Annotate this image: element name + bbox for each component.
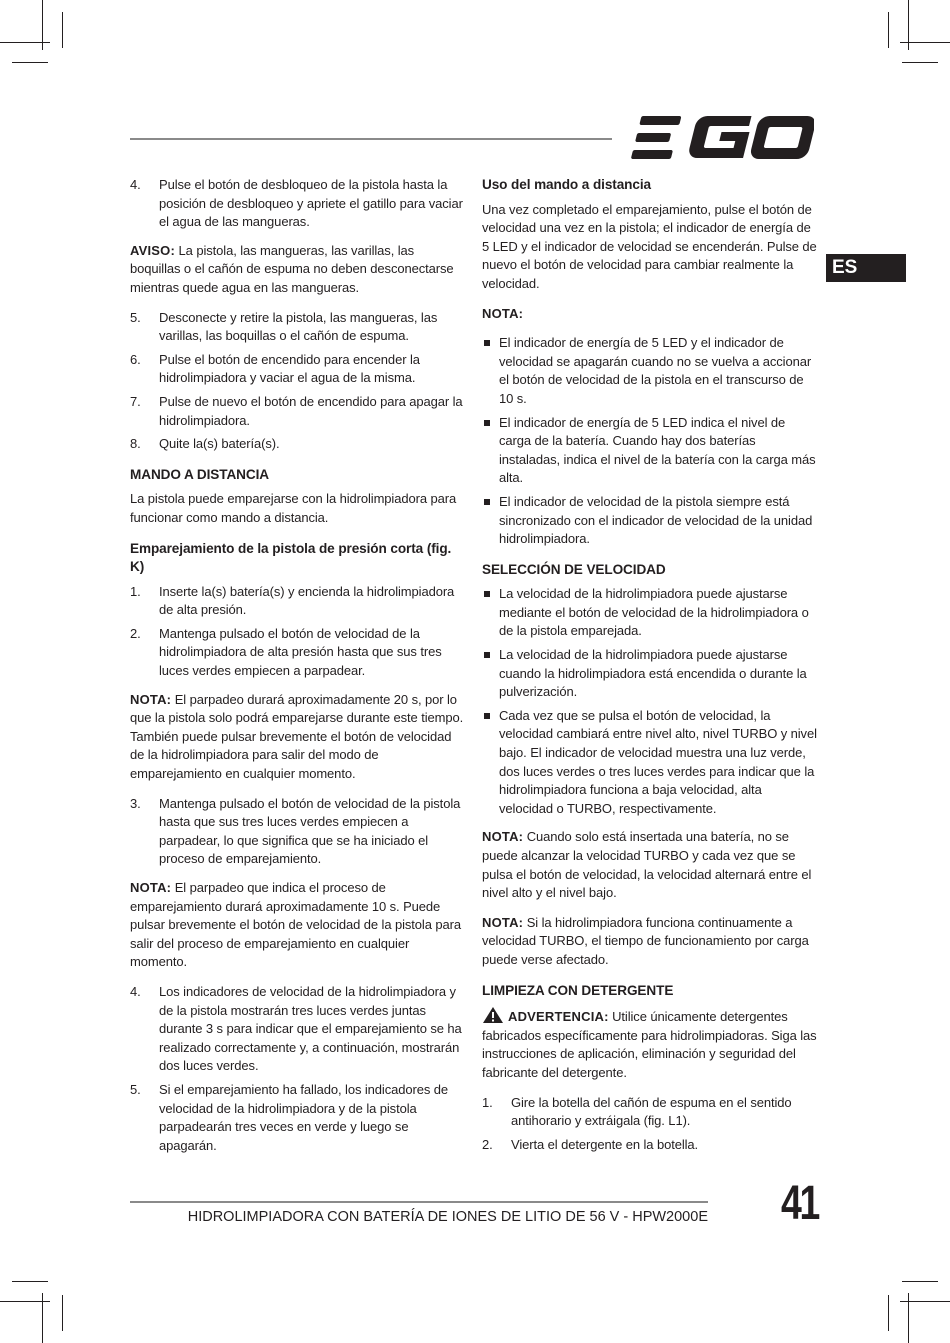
list-text: Si el emparejamiento ha fallado, los indicadores de velocidad de la hidrolimpiadora y de la pistola parpadearán tres veces en verde y luego se apagarán. [159, 1081, 449, 1153]
list-text: Desconecte y retire la pistola, las mangueras, las varillas, las boquillas o el cañón de espuma. [159, 309, 438, 344]
list-number: 3. [130, 795, 141, 811]
list-text: Inserte la(s) batería(s) y encienda la hidrolimpiadora de alta presión. [159, 583, 455, 618]
nota-heading [482, 305, 818, 324]
list-item [130, 176, 464, 232]
nota-label: NOTA: [482, 914, 524, 930]
square-bullet-icon [484, 499, 490, 505]
step-list [130, 983, 464, 1155]
crop-mark [12, 1281, 48, 1282]
crop-mark [908, 1293, 909, 1343]
nota-label: NOTA: [482, 829, 524, 845]
list-item [130, 795, 464, 869]
nota-text: Si la hidrolimpiadora funciona continuamente a velocidad TURBO, el tiempo de funcionamiento por carga puede verse afectado. [482, 914, 809, 967]
list-text: Mantenga pulsado el botón de velocidad de la pistola hasta que sus tres luces verdes empiecen a parpadear, lo que significa que se ha iniciado el proceso de emparejamiento. [159, 795, 461, 867]
list-text: Pulse el botón de desbloqueo de la pistola hasta la posición de desbloqueo y apriete el gatillo para vaciar el agua de las mangueras. [159, 177, 463, 230]
list-item [482, 585, 818, 641]
right-column [482, 176, 818, 1164]
list-text: Gire la botella del cañón de espuma en el sentido antihorario y extráigala (fig. L1). [511, 1094, 792, 1129]
list-text: Pulse de nuevo el botón de encendido para apagar la hidrolimpiadora. [159, 393, 463, 428]
list-number: 1. [130, 583, 141, 599]
crop-mark [62, 12, 63, 48]
list-text: La velocidad de la hidrolimpiadora puede ajustarse cuando la hidrolimpiadora está encendida o durante la pulverización. [499, 647, 807, 700]
list-number: 7. [130, 393, 141, 409]
warning-icon [482, 1006, 504, 1024]
crop-mark [12, 62, 48, 63]
list-text: Vierta el detergente en la botella. [511, 1136, 699, 1152]
list-number: 4. [130, 983, 141, 999]
square-bullet-icon [484, 420, 490, 426]
section-heading: LIMPIEZA CON DETERGENTE [482, 982, 674, 998]
bullet-list [482, 585, 818, 818]
list-text: Pulse el botón de encendido para encender la hidrolimpiadora y vaciar el agua de la misma. [159, 351, 420, 386]
paragraph: Una vez completado el emparejamiento, pulse el botón de velocidad una vez en la pistola; el indicador de energía de 5 LED y el indicador de velocidad se encenderán. Pulse de nuevo el botón de velocidad para cambiar realmente la velocidad. [482, 201, 817, 291]
list-item [130, 983, 464, 1076]
list-item [482, 334, 818, 408]
list-item [482, 1094, 818, 1131]
footer-rule [130, 1201, 708, 1203]
crop-mark [888, 1295, 889, 1331]
step-list [130, 309, 464, 454]
list-item [130, 393, 464, 430]
warning-text: Utilice únicamente detergentes fabricados específicamente para hidrolimpiadoras. Siga las instrucciones de aplicación, eliminación y seguridad del fabricante del detergente. [482, 1009, 817, 1080]
subsection-heading: Emparejamiento de la pistola de presión corta (fig. K) [130, 540, 452, 575]
list-text: El indicador de velocidad de la pistola siempre está sincronizado con el indicador de velocidad de la unidad hidrolimpiadora. [499, 493, 813, 547]
crop-mark [902, 1281, 938, 1282]
list-number: 5. [130, 309, 141, 325]
square-bullet-icon [484, 652, 490, 658]
section-heading: MANDO A DISTANCIA [130, 466, 270, 482]
square-bullet-icon [484, 713, 490, 719]
list-item [482, 707, 818, 819]
list-text: El indicador de energía de 5 LED indica el nivel de carga de la batería. Cuando hay dos baterías instaladas, indica el nivel de la batería con la carga más alta. [499, 414, 816, 486]
nota-paragraph [130, 879, 464, 972]
list-item [130, 625, 464, 681]
list-text: El indicador de energía de 5 LED y el indicador de velocidad se apagarán cuando no se vuelva a accionar el botón de velocidad de la pistola en el transcurso de 10 s. [499, 335, 812, 406]
nota-label: NOTA: [482, 305, 524, 321]
list-item [130, 351, 464, 388]
list-number: 8. [130, 436, 141, 452]
page-number: 41 [781, 1177, 818, 1230]
step-list [482, 1094, 818, 1155]
nota-label: NOTA: [130, 880, 172, 895]
list-number: 2. [482, 1136, 493, 1152]
list-number: 2. [130, 625, 141, 641]
crop-mark [42, 1293, 43, 1343]
nota-paragraph [130, 691, 464, 784]
nota-label: NOTA: [130, 691, 172, 707]
list-item [482, 493, 818, 549]
nota-paragraph [482, 914, 818, 970]
list-number: 5. [130, 1081, 141, 1097]
language-tab: ES [826, 254, 906, 282]
step-list [130, 795, 464, 869]
section-heading: SELECCIÓN DE VELOCIDAD [482, 561, 666, 577]
aviso-label: AVISO: [130, 242, 176, 258]
list-item [482, 414, 818, 488]
square-bullet-icon [484, 340, 490, 346]
square-bullet-icon [484, 591, 490, 597]
list-text: Mantenga pulsado el botón de velocidad de la hidrolimpiadora de alta presión hasta que sus tres luces verdes empiecen a parpadear. [159, 625, 442, 679]
list-number: 6. [130, 351, 141, 367]
step-list [130, 176, 464, 232]
crop-mark [42, 0, 43, 50]
list-text: Quite la(s) batería(s). [159, 436, 280, 452]
list-text: Cada vez que se pulsa el botón de velocidad, la velocidad cambiará entre nivel alto, nivel TURBO y nivel bajo. El indicador de velocidad muestra una luz verde, dos luces verdes o tres luces verdes para indicar que la hidrolimpiadora funciona a baja velocidad, alta velocidad o TURBO, respectivamente. [499, 707, 817, 816]
step-list [130, 583, 464, 681]
list-number: 1. [482, 1094, 493, 1110]
warning-paragraph [482, 1006, 818, 1082]
nota-paragraph [482, 828, 818, 902]
ego-logo [628, 114, 814, 162]
list-item [482, 1136, 818, 1155]
crop-mark [902, 62, 938, 63]
list-item [130, 435, 464, 454]
nota-text: Cuando solo está insertada una batería, no se puede alcanzar la velocidad TURBO y cada vez que se pulsa el botón de velocidad, la velocidad alternará entre el nivel alto y el nivel bajo. [482, 829, 812, 901]
warning-label: ADVERTENCIA: [508, 1009, 609, 1025]
crop-mark [888, 12, 889, 48]
aviso-text: La pistola, las mangueras, las varillas, las boquillas o el cañón de espuma no deben desconectarse mientras quede agua en las mangueras. [130, 242, 454, 295]
subsection-heading: Uso del mando a distancia [482, 177, 651, 192]
nota-text: El parpadeo durará aproximadamente 20 s, por lo que la pistola solo podrá emparejarse durante este tiempo. También puede pulsar brevemente el botón de velocidad de la hidrolimpiadora para salir del modo de emparejamiento en cualquier momento. [130, 691, 464, 782]
left-column [130, 176, 464, 1165]
bullet-list [482, 334, 818, 549]
list-item [130, 1081, 464, 1155]
footer-title: HIDROLIMPIADORA CON BATERÍA DE IONES DE LITIO DE 56 V - HPW2000E [187, 1209, 708, 1225]
list-text: La velocidad de la hidrolimpiadora puede ajustarse mediante el botón de velocidad de la hidrolimpiadora o de la pistola emparejada. [499, 586, 809, 639]
list-item [130, 583, 464, 620]
crop-mark [908, 0, 909, 50]
nota-text: El parpadeo que indica el proceso de emparejamiento durará aproximadamente 10 s. Puede pulsar brevemente el botón de velocidad de la pistola para salir del proceso de emparejamiento en cualquier momento. [130, 880, 461, 970]
crop-mark [62, 1295, 63, 1331]
list-number: 4. [130, 177, 141, 192]
list-text: Los indicadores de velocidad de la hidrolimpiadora y de la pistola mostrarán tres luces verdes juntas durante 3 s para indicar que el emparejamiento se ha realizado correctamente y, a continuación, mostrarán dos luces verdes. [159, 983, 462, 1074]
aviso-paragraph [130, 242, 464, 298]
paragraph: La pistola puede emparejarse con la hidrolimpiadora para funcionar como mando a distancia. [130, 491, 457, 525]
header-rule [130, 138, 612, 140]
list-item [482, 646, 818, 702]
list-item [130, 309, 464, 346]
